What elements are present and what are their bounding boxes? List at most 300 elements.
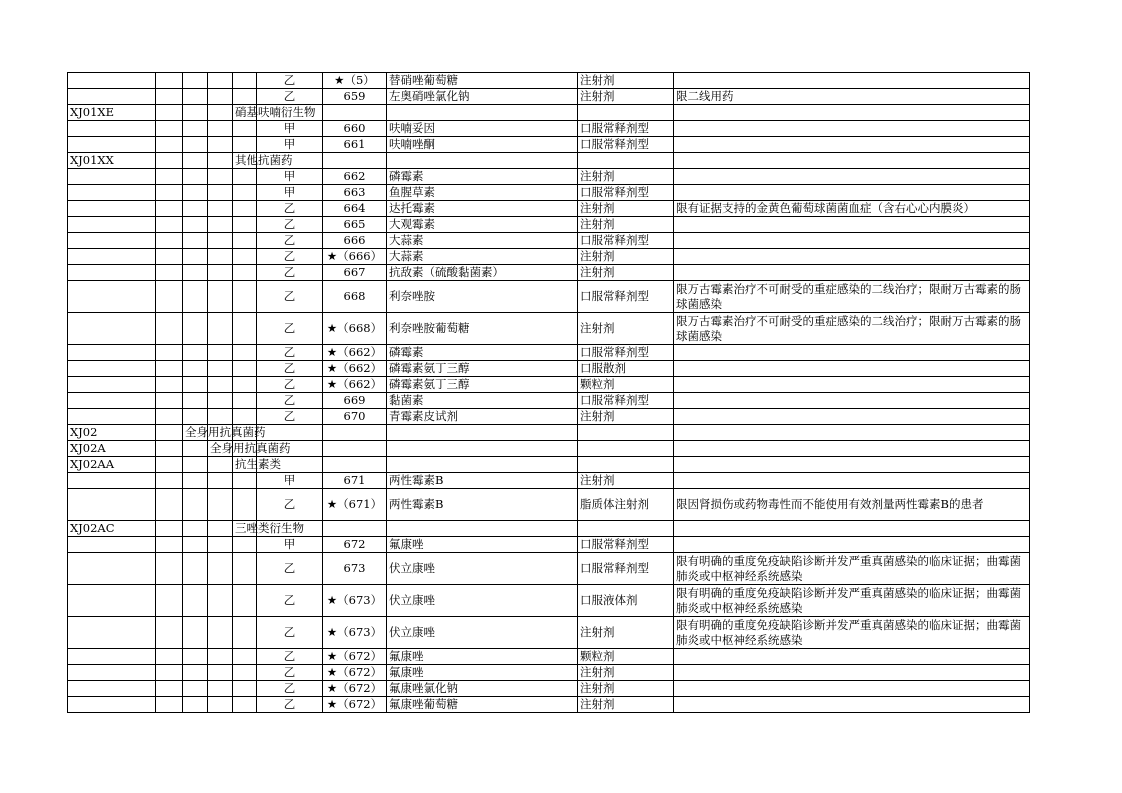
empty-cell <box>323 441 387 457</box>
empty-cell <box>208 473 233 489</box>
dosage-form-cell: 口服常释剂型 <box>578 137 674 153</box>
drug-name-cell: 大蒜素 <box>387 249 578 265</box>
empty-cell <box>156 649 183 665</box>
code-cell: XJ01XE <box>68 105 156 121</box>
empty-cell <box>208 281 233 313</box>
limit-cell <box>674 409 1030 425</box>
empty-cell <box>578 105 674 121</box>
number-cell: ★（662） <box>323 361 387 377</box>
number-cell: 668 <box>323 281 387 313</box>
empty-cell <box>156 105 183 121</box>
empty-cell <box>156 345 183 361</box>
table-row <box>68 361 1030 377</box>
empty-cell <box>208 489 233 521</box>
drug-name-cell: 氟康唑 <box>387 537 578 553</box>
dosage-form-cell: 注射剂 <box>578 617 674 649</box>
empty-cell <box>208 537 233 553</box>
limit-cell <box>674 217 1030 233</box>
dosage-form-cell: 注射剂 <box>578 73 674 89</box>
code-cell <box>68 249 156 265</box>
table-row <box>68 281 1030 313</box>
empty-cell <box>323 105 387 121</box>
empty-cell <box>578 153 674 169</box>
empty-cell <box>233 537 257 553</box>
dosage-form-cell: 注射剂 <box>578 697 674 713</box>
drug-name-cell: 氟康唑葡萄糖 <box>387 697 578 713</box>
empty-cell <box>156 553 183 585</box>
drug-name-cell: 替硝唑葡萄糖 <box>387 73 578 89</box>
table-row <box>68 345 1030 361</box>
limit-cell <box>674 681 1030 697</box>
number-cell: ★（668） <box>323 313 387 345</box>
table-row <box>68 393 1030 409</box>
dosage-form-cell: 口服常释剂型 <box>578 553 674 585</box>
category-cell: 乙 <box>257 345 323 361</box>
empty-cell <box>183 617 208 649</box>
empty-cell <box>156 233 183 249</box>
empty-cell <box>233 249 257 265</box>
code-cell <box>68 665 156 681</box>
table-row <box>68 169 1030 185</box>
table-row <box>68 489 1030 521</box>
limit-cell <box>674 377 1030 393</box>
empty-cell <box>208 73 233 89</box>
dosage-form-cell: 注射剂 <box>578 665 674 681</box>
limit-cell <box>674 393 1030 409</box>
empty-cell <box>233 73 257 89</box>
dosage-form-cell: 注射剂 <box>578 265 674 281</box>
number-cell: 664 <box>323 201 387 217</box>
empty-cell <box>156 377 183 393</box>
number-cell: ★（5） <box>323 73 387 89</box>
empty-cell <box>233 489 257 521</box>
empty-cell <box>156 153 183 169</box>
code-cell <box>68 217 156 233</box>
code-cell <box>68 489 156 521</box>
category-cell: 乙 <box>257 249 323 265</box>
limit-cell: 限有明确的重度免疫缺陷诊断并发严重真菌感染的临床证据；曲霉菌肺炎或中枢神经系统感染 <box>674 585 1030 617</box>
code-cell <box>68 281 156 313</box>
dosage-form-cell: 注射剂 <box>578 409 674 425</box>
limit-cell <box>674 473 1030 489</box>
table-row <box>68 617 1030 649</box>
category-cell: 乙 <box>257 89 323 105</box>
empty-cell <box>233 585 257 617</box>
empty-cell <box>387 105 578 121</box>
empty-cell <box>156 521 183 537</box>
empty-cell <box>233 265 257 281</box>
empty-cell <box>156 249 183 265</box>
limit-cell: 限因肾损伤或药物毒性而不能使用有效剂量两性霉素B的患者 <box>674 489 1030 521</box>
table-row <box>68 105 1030 121</box>
empty-cell <box>208 393 233 409</box>
drug-name-cell: 两性霉素B <box>387 473 578 489</box>
category-cell: 乙 <box>257 361 323 377</box>
limit-cell <box>674 537 1030 553</box>
empty-cell <box>208 585 233 617</box>
category-cell: 乙 <box>257 393 323 409</box>
number-cell: ★（662） <box>323 345 387 361</box>
code-cell <box>68 89 156 105</box>
empty-cell <box>208 377 233 393</box>
drug-name-cell: 呋喃唑酮 <box>387 137 578 153</box>
limit-cell <box>674 121 1030 137</box>
table-row <box>68 73 1030 89</box>
dosage-form-cell: 颗粒剂 <box>578 377 674 393</box>
table-body <box>68 73 1030 713</box>
drug-name-cell: 磷霉素 <box>387 345 578 361</box>
dosage-form-cell: 注射剂 <box>578 201 674 217</box>
group-cell: 其他抗菌药 <box>233 153 257 169</box>
empty-cell <box>387 441 578 457</box>
code-cell <box>68 617 156 649</box>
code-cell <box>68 393 156 409</box>
dosage-form-cell: 口服常释剂型 <box>578 393 674 409</box>
number-cell: ★（662） <box>323 377 387 393</box>
category-cell: 乙 <box>257 377 323 393</box>
table-row <box>68 521 1030 537</box>
number-cell: ★（671） <box>323 489 387 521</box>
empty-cell <box>183 281 208 313</box>
category-cell: 乙 <box>257 313 323 345</box>
empty-cell <box>233 89 257 105</box>
dosage-form-cell: 口服散剂 <box>578 361 674 377</box>
category-cell: 乙 <box>257 617 323 649</box>
table-row <box>68 473 1030 489</box>
empty-cell <box>183 585 208 617</box>
table-row <box>68 233 1030 249</box>
number-cell: 659 <box>323 89 387 105</box>
category-cell: 乙 <box>257 489 323 521</box>
code-cell <box>68 265 156 281</box>
empty-cell <box>233 473 257 489</box>
drug-name-cell: 呋喃妥因 <box>387 121 578 137</box>
table-row <box>68 217 1030 233</box>
empty-cell <box>156 473 183 489</box>
dosage-form-cell: 注射剂 <box>578 249 674 265</box>
empty-cell <box>156 489 183 521</box>
empty-cell <box>323 153 387 169</box>
table-row <box>68 681 1030 697</box>
empty-cell <box>156 457 183 473</box>
category-cell: 乙 <box>257 649 323 665</box>
code-cell: XJ01XX <box>68 153 156 169</box>
empty-cell <box>156 217 183 233</box>
empty-cell <box>156 265 183 281</box>
dosage-form-cell: 口服常释剂型 <box>578 281 674 313</box>
empty-cell <box>156 361 183 377</box>
empty-cell <box>233 121 257 137</box>
empty-cell <box>183 313 208 345</box>
empty-cell <box>674 457 1030 473</box>
limit-cell <box>674 249 1030 265</box>
empty-cell <box>183 201 208 217</box>
empty-cell <box>156 73 183 89</box>
code-cell <box>68 537 156 553</box>
category-cell: 甲 <box>257 473 323 489</box>
number-cell: ★（672） <box>323 665 387 681</box>
dosage-form-cell: 注射剂 <box>578 681 674 697</box>
code-cell <box>68 137 156 153</box>
level1-cell <box>183 457 208 473</box>
level1-cell <box>183 441 208 457</box>
number-cell: ★（673） <box>323 585 387 617</box>
empty-cell <box>208 681 233 697</box>
empty-cell <box>183 697 208 713</box>
table-row <box>68 585 1030 617</box>
level2-cell <box>208 105 233 121</box>
empty-cell <box>674 521 1030 537</box>
empty-cell <box>578 425 674 441</box>
empty-cell <box>387 457 578 473</box>
empty-cell <box>208 217 233 233</box>
limit-cell: 限二线用药 <box>674 89 1030 105</box>
empty-cell <box>233 217 257 233</box>
category-cell: 乙 <box>257 585 323 617</box>
number-cell: 669 <box>323 393 387 409</box>
dosage-form-cell: 颗粒剂 <box>578 649 674 665</box>
dosage-form-cell: 注射剂 <box>578 169 674 185</box>
empty-cell <box>183 393 208 409</box>
code-cell <box>68 473 156 489</box>
number-cell: 661 <box>323 137 387 153</box>
number-cell: 663 <box>323 185 387 201</box>
empty-cell <box>208 697 233 713</box>
number-cell: ★（672） <box>323 697 387 713</box>
empty-cell <box>183 249 208 265</box>
empty-cell <box>233 393 257 409</box>
code-cell <box>68 649 156 665</box>
code-cell <box>68 585 156 617</box>
code-cell <box>68 697 156 713</box>
empty-cell <box>233 313 257 345</box>
category-cell: 甲 <box>257 121 323 137</box>
drug-name-cell: 鱼腥草素 <box>387 185 578 201</box>
empty-cell <box>183 73 208 89</box>
category-cell: 乙 <box>257 281 323 313</box>
empty-cell <box>208 89 233 105</box>
category-cell: 乙 <box>257 697 323 713</box>
code-cell: XJ02A <box>68 441 156 457</box>
empty-cell <box>183 473 208 489</box>
category-cell: 乙 <box>257 233 323 249</box>
empty-cell <box>156 681 183 697</box>
empty-cell <box>233 233 257 249</box>
empty-cell <box>674 153 1030 169</box>
empty-cell <box>183 137 208 153</box>
empty-cell <box>233 377 257 393</box>
code-cell <box>68 169 156 185</box>
limit-cell <box>674 345 1030 361</box>
drug-name-cell: 利奈唑胺 <box>387 281 578 313</box>
empty-cell <box>156 665 183 681</box>
code-cell <box>68 409 156 425</box>
dosage-form-cell: 口服液体剂 <box>578 585 674 617</box>
dosage-form-cell: 注射剂 <box>578 217 674 233</box>
empty-cell <box>233 553 257 585</box>
drug-name-cell: 黏菌素 <box>387 393 578 409</box>
number-cell: 673 <box>323 553 387 585</box>
level1-cell <box>183 521 208 537</box>
table-row <box>68 137 1030 153</box>
drug-name-cell: 左奥硝唑氯化钠 <box>387 89 578 105</box>
empty-cell <box>156 585 183 617</box>
empty-cell <box>183 265 208 281</box>
code-cell <box>68 361 156 377</box>
number-cell: ★（666） <box>323 249 387 265</box>
table-row <box>68 425 1030 441</box>
empty-cell <box>233 665 257 681</box>
category-cell: 甲 <box>257 185 323 201</box>
number-cell: 666 <box>323 233 387 249</box>
category-cell: 乙 <box>257 217 323 233</box>
number-cell: ★（673） <box>323 617 387 649</box>
empty-cell <box>208 617 233 649</box>
empty-cell <box>183 489 208 521</box>
empty-cell <box>674 105 1030 121</box>
dosage-form-cell: 口服常释剂型 <box>578 121 674 137</box>
number-cell: 667 <box>323 265 387 281</box>
empty-cell <box>233 409 257 425</box>
code-cell <box>68 233 156 249</box>
empty-cell <box>233 201 257 217</box>
empty-cell <box>208 345 233 361</box>
code-cell: XJ02 <box>68 425 156 441</box>
table-row <box>68 121 1030 137</box>
empty-cell <box>156 121 183 137</box>
code-cell <box>68 121 156 137</box>
dosage-form-cell: 注射剂 <box>578 473 674 489</box>
empty-cell <box>183 665 208 681</box>
category-cell: 乙 <box>257 201 323 217</box>
category-cell: 乙 <box>257 73 323 89</box>
empty-cell <box>183 377 208 393</box>
drug-name-cell: 氟康唑 <box>387 649 578 665</box>
empty-cell <box>183 409 208 425</box>
number-cell: 660 <box>323 121 387 137</box>
empty-cell <box>183 361 208 377</box>
empty-cell <box>323 425 387 441</box>
empty-cell <box>578 441 674 457</box>
code-cell: XJ02AC <box>68 521 156 537</box>
empty-cell <box>156 425 183 441</box>
table-row <box>68 89 1030 105</box>
category-cell: 乙 <box>257 665 323 681</box>
empty-cell <box>208 649 233 665</box>
limit-cell: 限万古霉素治疗不可耐受的重症感染的二线治疗；限耐万古霉素的肠球菌感染 <box>674 313 1030 345</box>
empty-cell <box>233 281 257 313</box>
empty-cell <box>233 345 257 361</box>
empty-cell <box>156 697 183 713</box>
empty-cell <box>156 617 183 649</box>
empty-cell <box>156 441 183 457</box>
level2-cell <box>208 153 233 169</box>
table-row <box>68 697 1030 713</box>
group-cell: 三唑类衍生物 <box>233 521 257 537</box>
limit-cell: 限有明确的重度免疫缺陷诊断并发严重真菌感染的临床证据；曲霉菌肺炎或中枢神经系统感染 <box>674 553 1030 585</box>
empty-cell <box>183 121 208 137</box>
empty-cell <box>208 265 233 281</box>
group-cell: 抗生素类 <box>233 457 257 473</box>
drug-name-cell: 氟康唑 <box>387 665 578 681</box>
empty-cell <box>156 537 183 553</box>
empty-cell <box>387 153 578 169</box>
number-cell: ★（672） <box>323 649 387 665</box>
empty-cell <box>156 169 183 185</box>
group-cell: 硝基呋喃衍生物 <box>233 105 257 121</box>
empty-cell <box>208 201 233 217</box>
dosage-form-cell: 口服常释剂型 <box>578 185 674 201</box>
drug-name-cell: 大蒜素 <box>387 233 578 249</box>
table-row <box>68 377 1030 393</box>
table-row <box>68 409 1030 425</box>
table-row <box>68 185 1030 201</box>
table-row <box>68 201 1030 217</box>
empty-cell <box>208 137 233 153</box>
dosage-form-cell: 口服常释剂型 <box>578 345 674 361</box>
code-cell <box>68 185 156 201</box>
drug-name-cell: 氟康唑氯化钠 <box>387 681 578 697</box>
empty-cell <box>156 89 183 105</box>
empty-cell <box>208 233 233 249</box>
limit-cell: 限有证据支持的金黄色葡萄球菌菌血症（含右心心内膜炎） <box>674 201 1030 217</box>
drug-name-cell: 磷霉素 <box>387 169 578 185</box>
empty-cell <box>208 185 233 201</box>
dosage-form-cell: 口服常释剂型 <box>578 537 674 553</box>
level1-cell: 全身用抗真菌药 <box>183 425 208 441</box>
level1-cell <box>183 105 208 121</box>
empty-cell <box>233 361 257 377</box>
limit-cell <box>674 137 1030 153</box>
empty-cell <box>183 185 208 201</box>
empty-cell <box>156 137 183 153</box>
empty-cell <box>387 425 578 441</box>
drug-name-cell: 抗敌素（硫酸黏菌素） <box>387 265 578 281</box>
table-row <box>68 153 1030 169</box>
empty-cell <box>208 665 233 681</box>
empty-cell <box>323 521 387 537</box>
empty-cell <box>257 425 323 441</box>
code-cell <box>68 73 156 89</box>
category-cell: 乙 <box>257 409 323 425</box>
empty-cell <box>183 681 208 697</box>
empty-cell <box>208 249 233 265</box>
limit-cell <box>674 361 1030 377</box>
dosage-form-cell: 口服常释剂型 <box>578 233 674 249</box>
drug-name-cell: 磷霉素氨丁三醇 <box>387 361 578 377</box>
table-row <box>68 441 1030 457</box>
empty-cell <box>233 185 257 201</box>
code-cell <box>68 201 156 217</box>
table-row <box>68 265 1030 281</box>
drug-name-cell: 伏立康唑 <box>387 585 578 617</box>
limit-cell <box>674 265 1030 281</box>
limit-cell <box>674 649 1030 665</box>
table-row <box>68 313 1030 345</box>
empty-cell <box>233 697 257 713</box>
category-cell: 乙 <box>257 553 323 585</box>
empty-cell <box>156 185 183 201</box>
category-cell: 甲 <box>257 137 323 153</box>
drug-name-cell: 达托霉素 <box>387 201 578 217</box>
empty-cell <box>233 617 257 649</box>
dosage-form-cell: 脂质体注射剂 <box>578 489 674 521</box>
limit-cell <box>674 233 1030 249</box>
empty-cell <box>183 217 208 233</box>
limit-cell <box>674 73 1030 89</box>
limit-cell: 限万古霉素治疗不可耐受的重症感染的二线治疗；限耐万古霉素的肠球菌感染 <box>674 281 1030 313</box>
code-cell <box>68 313 156 345</box>
